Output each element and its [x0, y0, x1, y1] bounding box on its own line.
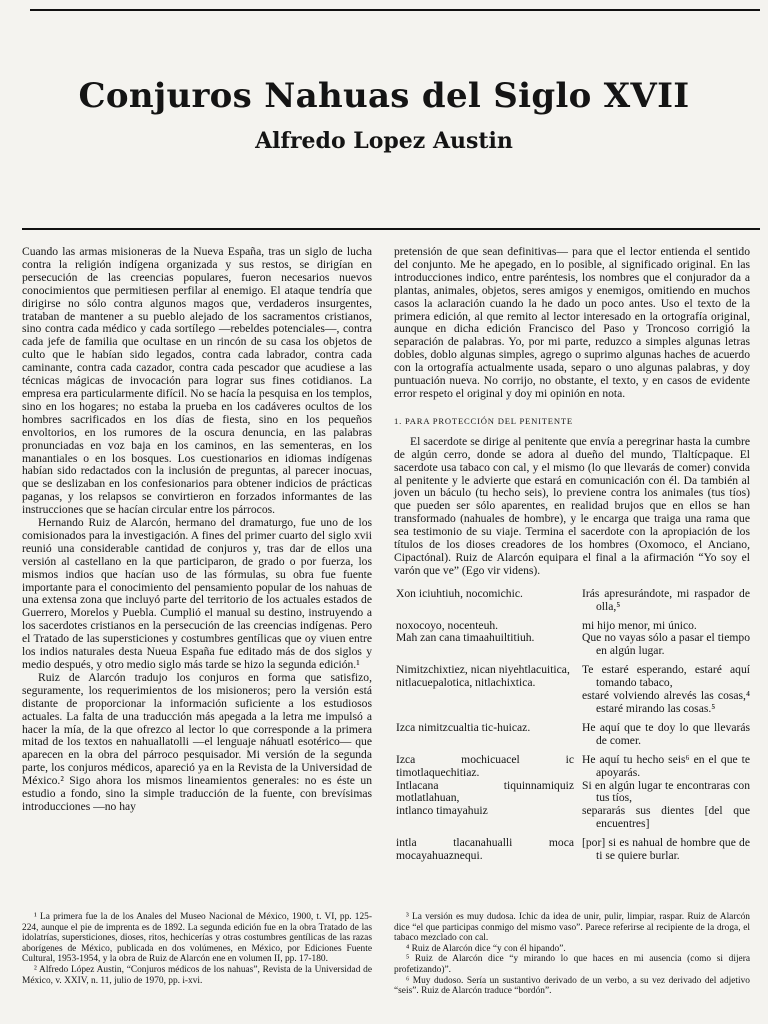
nahuatl-verse: intla tlacanahualli moca mocayahuaznequi.	[396, 836, 574, 863]
paragraph-intro: Cuando las armas misioneras de la Nueva España, tras un siglo de lucha contra la religión indígena organizada y sus restos, se dirigían en persecución de las creencias populares, fueron necesarios nuevos conocimientos que permitiesen perfilar al enemigo. El ataque tendría que dirigirse no sólo contra algunos magos que, verdaderos insurgentes, trataban de mantener a su pueblo alejado de los sacramentos cristianos, sino contra cada médico y cada sortílego —rebeldes potenciales—, contra cada jefe de familia que ocultase en un rincón de su casa los objetos de culto que le habían sido legados, contra cada labrador, contra cada caminante, contra cada cazador, contra cada pescador que acudiese a las técnicas mágicas de invocación para lograr sus fines cotidianos. La empresa era particularmente difícil. No se hacía la pesquisa en los templos, sino en los hogares; no estaba la prueba en los cadáveres ocultos de los hombres sacrificados en los días de fiesta, sino en los pequeños envoltorios, en los rumores de la oscura denuncia, en las palabras pronunciadas en voz baja en los caminos, en las sementeras, en los manantiales o en los bosques. Los cuestionarios en idiomas indígenas habían sido redactados con la inclusión de preguntas, al parecer inocuas, que se deslizaban en los confesionarios para obtener indicios de prácticas paganas, y los relapsos se convirtieron en forzados informantes de las instrucciones que se hacían circular entre los párrocos.	[22, 245, 372, 517]
article-title: Conjuros Nahuas del Siglo XVII	[78, 76, 690, 116]
footnotes-right	[394, 912, 750, 997]
footnote-4: ⁴ Ruiz de Alarcón dice “y con él hipando”.	[406, 943, 566, 954]
paragraph-section-intro: El sacerdote se dirige al penitente que envía a peregrinar hasta la cumbre de algún cerro, donde se adora al dueño del mundo, Tlaltícpaque. El sacerdote usa tabaco con cal, y el mismo (lo que llevarás de comer) convida al penitente y le advierte que estará en comunicación con él. Da también al joven un báculo (tu hecho seis), lo previene contra los animales (tus tíos) que pueden ser sólo aparentes, en realidad brujos que en ellos se han transformado (nahuales de hombre), y le encarga que traiga una rama que sea testimonio de su viaje. Termina el sacerdote con la apropiación de los títulos de los dioses creadores de los hombres (Oxomoco, el Anciano, Cipactónal). Ruiz de Alarcón equipara el final a la afirmación “Yo soy el varón que ve” (Ego vir videns).	[394, 434, 750, 577]
footnote-1: ¹ La primera fue la de los Anales del Museo Nacional de México, 1900, t. VI, pp. 125-224, aunque el pie de imprenta es de 1892. La segunda edición fue en la obra Tratado de las idolatrías, supersticiones, dioses, ritos, hechicerías y otras costumbres gentílicas de las razas aborígenes de México, publicada en dos volúmenes, en México, por Ediciones Fuente Cultural, 1953-1954, y la obra de Ruiz de Alarcón ene en volumen II, pp. 17-180.	[22, 912, 372, 965]
paragraph-ruiz: Hernando Ruiz de Alarcón, hermano del dramaturgo, fue uno de los comisionados para la investigación. A fines del primer cuarto del siglo xvii reunió una considerable cantidad de conjuros y, tras dar de ellos una versión al castellano en la que participaron, de grado o por fuerza, los mismos indios que hacían uso de las fórmulas, su obra fue fuente importante para el conocimiento del pensamiento popular de los nahuas de una extensa zona que incluyó parte del territorio de los actuales estados de Guerrero, Morelos y Puebla. Cumplió el manual su destino, instruyendo a los sacerdotes cristianos en la persecución de las creencias indígenas. Pero el Tratado de las supersticiones y costumbres gentílicas que oy viuen entre los indios naturales desta Nueua España fue editado más de dos siglos y medio después, y otro medio siglo más tarde se hizo la segunda edición.¹	[22, 516, 372, 671]
nahuatl-verse: Nimitzchixtiez, nican niyehtlacuitica, nitlacuepalotica, nitlachixtica.	[396, 663, 570, 690]
spanish-verse: Te estaré esperando, estaré aquí tomando tabaco, estaré volviendo alrevés las cosas,⁴ estaré mirando las cosas.⁵	[582, 663, 750, 715]
verse-row	[394, 664, 750, 716]
left-column	[22, 246, 372, 814]
nahuatl-verse: Xon iciuhtiuh, nocomichic.	[396, 586, 523, 600]
footnote-5: ⁵ Ruiz de Alarcón dice “y mirando lo que haces en mi ausencia (como si dijera profetizando)”.	[394, 954, 750, 975]
verse-row	[394, 754, 750, 831]
article-author: Alfredo Lopez Austin	[255, 128, 513, 154]
paragraph-translation: Ruiz de Alarcón tradujo los conjuros en forma que satisfizo, seguramente, los requerimientos de los misioneros; pero la versión está distante de proporcionar la información suficiente a los estudiosos actuales. La falta de una traducción más apegada a la letra me impulsó a hacer la mía, de la que ofrezco al lector lo que corresponde a la primera mitad de los textos en nahuallatolli —el lenguaje náhuatl esotérico— que aparecen en la obra del párroco pesquisador. Mi versión de la segunda parte, los conjuros médicos, apareció ya en la Revista de la Universidad de México.² Sigo ahora los mismos lineamientos generales: no es éste un estudio a fondo, sino la simple traducción de la fuente, con brevísimas introducciones —no hay	[22, 670, 372, 813]
verse-row	[394, 722, 750, 748]
verse-row	[394, 620, 750, 659]
spanish-verse: He aquí tu hecho seis⁶ en el que te apoyarás. Si en algún lugar te encontraras con tus tíos, separarás sus dientes [del que encuentres]	[582, 752, 750, 831]
verse-row	[394, 837, 750, 863]
section-heading: 1. PARA PROTECCIÓN DEL PENITENTE	[394, 415, 573, 426]
spanish-verse: [por] si es nahual de hombre que de ti se quiere burlar.	[582, 836, 750, 863]
footnotes-left	[22, 912, 372, 986]
nahuatl-verse: Izca mochicuacel ic timotlaquechitiaz. Intlacana tiquinnamiquiz motlatlahuan, intlanco timayahuiz	[396, 752, 574, 818]
spanish-verse: mi hijo menor, mi único. Que no vayas sólo a pasar el tiempo en algún lugar.	[582, 618, 750, 658]
spanish-verse: Irás apresurándote, mi raspador de olla,⁵	[582, 586, 750, 613]
right-column	[394, 246, 750, 869]
verse-row	[394, 588, 750, 614]
paragraph-method: pretensión de que sean definitivas— para que el lector entienda el sentido del conjunto. Me he apegado, en lo posible, al significado original. En las introducciones indico, entre paréntesis, los nombres que el conjurador da a plantas, animales, objetos, seres amigos y enemigos, omitiendo en muchos casos la aclaración cuando la he dado un poco antes. Uso el texto de la primera edición, al que remito al lector interesado en la ortografía original, aunque en dicha edición Francisco del Paso y Troncoso corrigió la separación de palabras. Yo, por mi parte, reduzco a simples algunas letras dobles, doblo algunas simples, agrego o suprimo algunas haches de acuerdo con la ortografía actualmente usada, separo o uno algunas palabras, y doy puntuación nueva. No corrijo, no obstante, el texto, y en casos de evidente error respeto el original y doy mi opinión en nota.	[394, 245, 750, 400]
nahuatl-verse: Izca nimitzcualtia tic-huicaz.	[396, 720, 531, 734]
top-rule	[30, 9, 760, 11]
nahuatl-verse: noxocoyo, nocenteuh. Mah zan cana timaahuiltitiuh.	[396, 618, 535, 645]
header-rule	[22, 228, 760, 230]
spanish-verse: He aquí que te doy lo que llevarás de comer.	[582, 720, 750, 747]
footnote-2: ² Alfredo López Austin, “Conjuros médicos de los nahuas”, Revista de la Universidad de México, v. XXIV, n. 11, julio de 1970, pp. i-xvi.	[22, 964, 372, 986]
footnote-3: ³ La versión es muy dudosa. Ichic da idea de unir, pulir, limpiar, raspar. Ruiz de Alarcón dice “el que participas conmigo del mismo vaso”. Parece referirse al recipiente de la droga, el tabaco mezclado con cal.	[394, 912, 750, 944]
footnote-6: ⁶ Muy dudoso. Sería un sustantivo derivado de un verbo, a su vez derivado del adjetivo “seis”. Ruiz de Alarcón traduce “bordón”.	[394, 975, 750, 997]
verse-table	[394, 588, 750, 869]
